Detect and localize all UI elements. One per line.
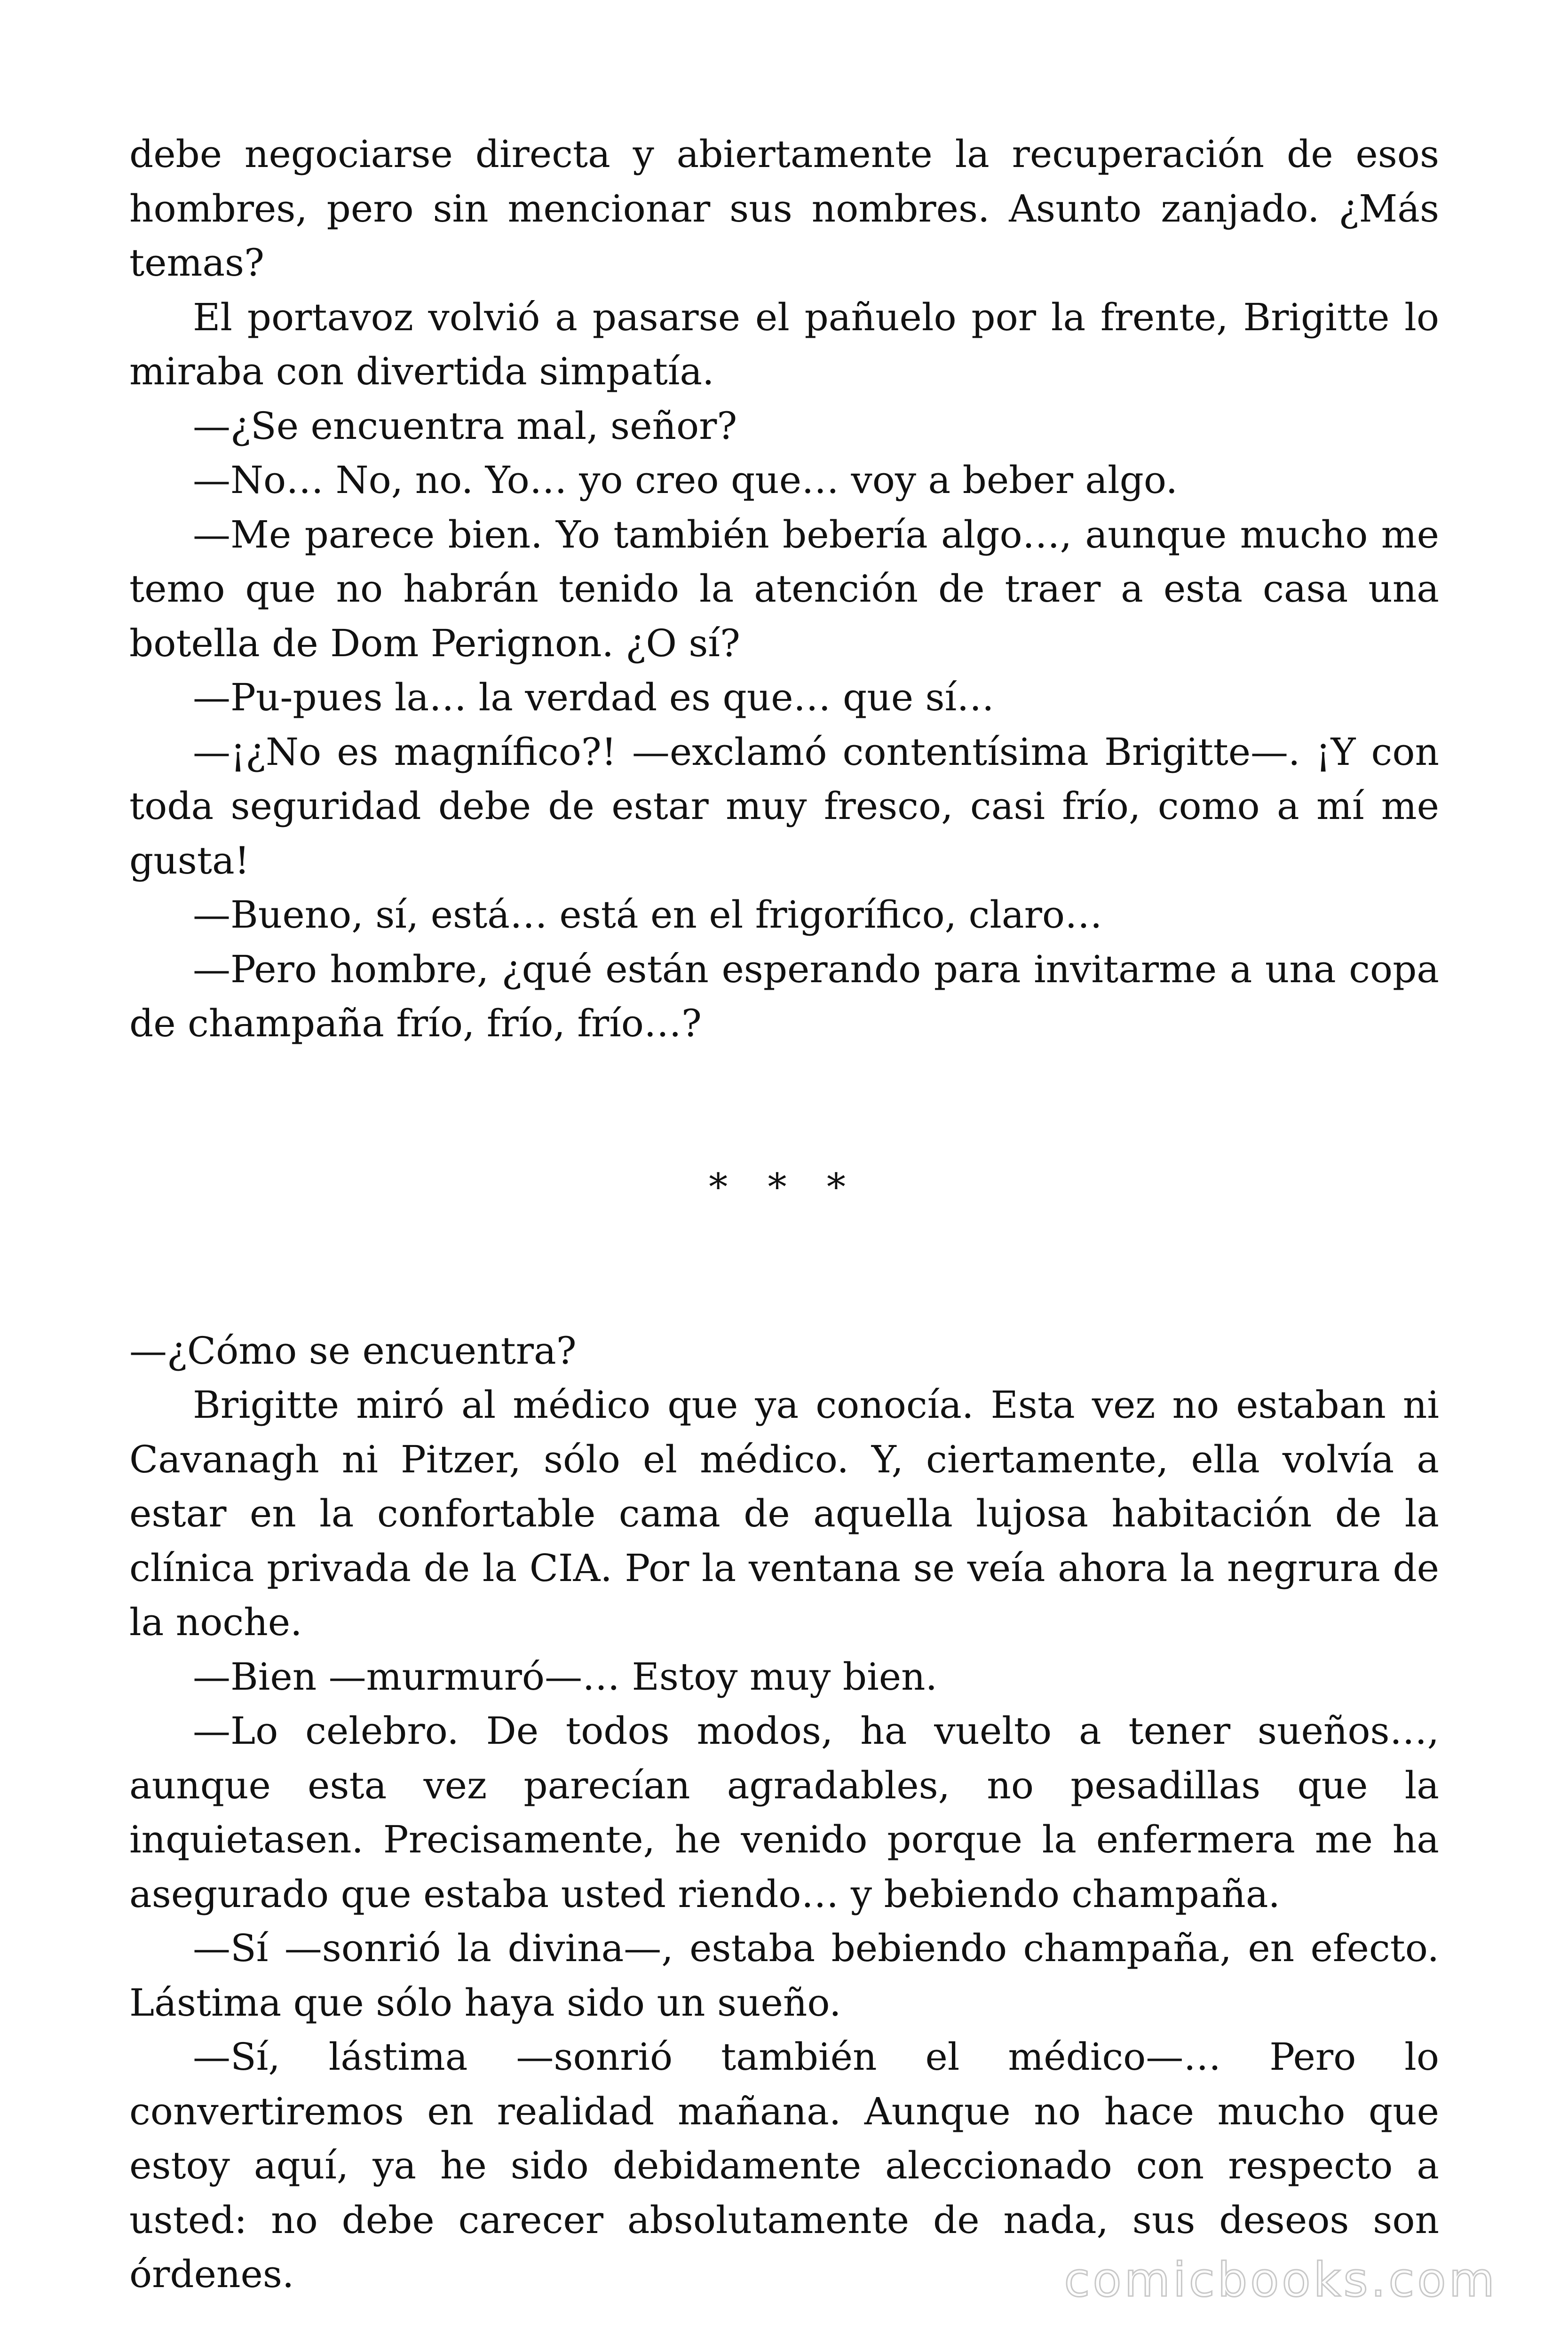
paragraph: El portavoz volvió a pasarse el pañuelo por la frente, Brigitte lo miraba con divertida simpatía.	[129, 295, 1439, 393]
paragraph: Brigitte miró al médico que ya conocía. Esta vez no estaban ni Cavanagh ni Pitzer, sólo el médico. Y, ciertamente, ella volvía a estar en la confortable cama de aquella lujosa habitación de la clínica privada de la CIA. Por la ventana se veía ahora la negrura de la noche.	[129, 1383, 1439, 1644]
paragraph: —Bueno, sí, está… está en el frigorífico, claro…	[193, 893, 1103, 937]
paragraph: —Lo celebro. De todos modos, ha vuelto a tener sueños…, aunque esta vez parecían agradables, no pesadillas que la inquietasen. Precisamente, he venido porque la enfermera me ha asegurado que estaba usted riendo… y bebiendo champaña.	[129, 1709, 1439, 1916]
page-text-block	[129, 127, 1439, 2302]
paragraph: —No… No, no. Yo… yo creo que… voy a beber algo.	[193, 458, 1178, 502]
paragraph: —Me parece bien. Yo también bebería algo…, aunque mucho me temo que no habrán tenido la atención de traer a esta casa una botella de Dom Perignon. ¿O sí?	[129, 512, 1439, 665]
paragraph: —Sí, lástima —sonrió también el médico—… Pero lo convertiremos en realidad mañana. Aunque no hace mucho que estoy aquí, ya he sido debidamente aleccionado con respecto a usted: no debe carecer absolutamente de nada, sus deseos son órdenes.	[129, 2035, 1439, 2296]
section-break: * * *	[709, 1165, 860, 1209]
paragraph: —¿Cómo se encuentra?	[129, 1328, 577, 1373]
paragraph: debe negociarse directa y abiertamente la recuperación de esos hombres, pero sin mencionar sus nombres. Asunto zanjado. ¿Más temas?	[129, 132, 1439, 285]
paragraph: —Sí —sonrió la divina—, estaba bebiendo champaña, en efecto. Lástima que sólo haya sido un sueño.	[129, 1926, 1439, 2025]
paragraph: —¡¿No es magnífico?! —exclamó contentísima Brigitte—. ¡Y con toda seguridad debe de estar muy fresco, casi frío, como a mí me gusta!	[129, 730, 1439, 882]
paragraph: —Bien —murmuró—… Estoy muy bien.	[193, 1654, 938, 1699]
paragraph: —Pero hombre, ¿qué están esperando para invitarme a una copa de champaña frío, frío, frío…?	[129, 947, 1439, 1045]
paragraph: —Pu-pues la… la verdad es que… que sí…	[193, 675, 995, 719]
paragraph: —¿Se encuentra mal, señor?	[193, 404, 737, 448]
watermark: comicbooks.com	[1064, 2252, 1497, 2307]
